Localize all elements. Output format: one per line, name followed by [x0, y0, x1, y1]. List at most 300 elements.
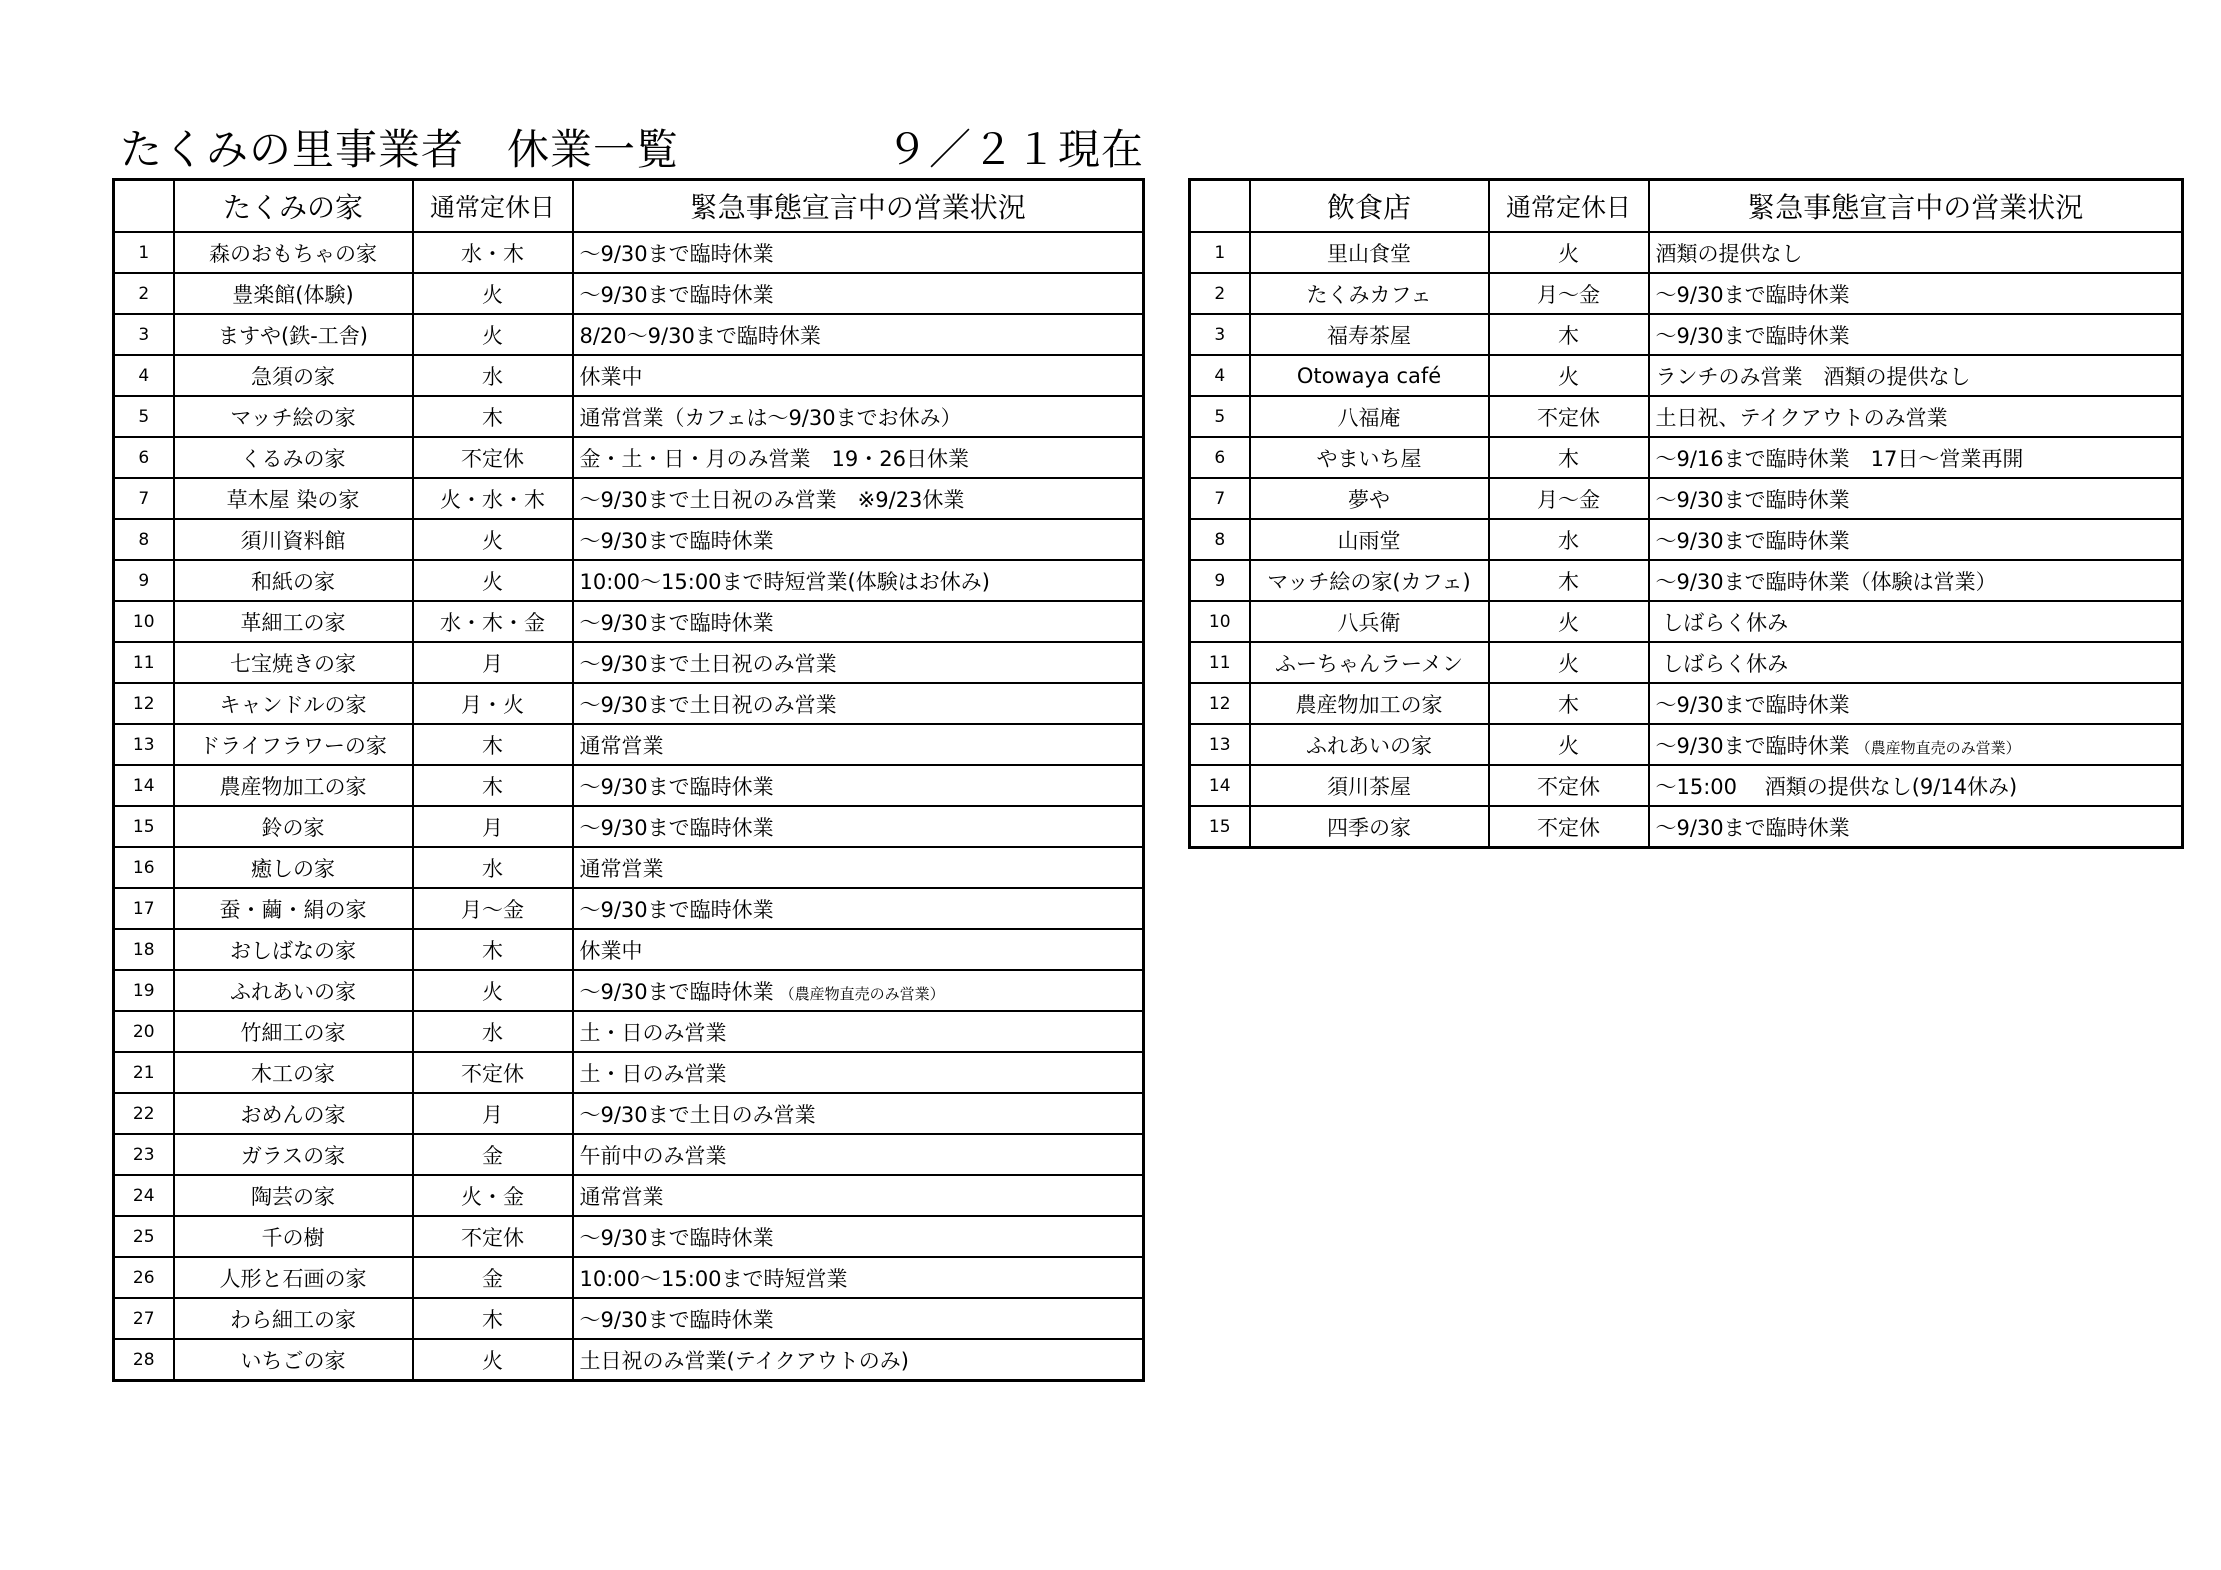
title-row [120, 122, 1180, 178]
regular-holiday [413, 273, 573, 314]
business-status [1649, 396, 2183, 437]
regular-holiday-text: 不定休 [461, 446, 524, 471]
table-row [114, 888, 1144, 929]
business-status [573, 1093, 1144, 1134]
business-status [1649, 314, 2183, 355]
row-number [1190, 806, 1250, 848]
business-status-text: 土・日のみ営業 [579, 1020, 727, 1045]
table-row [1190, 396, 2183, 437]
regular-holiday-text: 月・火 [461, 692, 524, 717]
table-row [114, 929, 1144, 970]
regular-holiday [413, 888, 573, 929]
row-number-text: 12 [132, 693, 155, 714]
business-status-text: しばらく休み [1655, 651, 1789, 676]
regular-holiday [413, 232, 573, 273]
business-name [174, 888, 413, 929]
table-row [114, 355, 1144, 396]
status-note: （農産物直売のみ営業） [779, 984, 945, 1003]
business-status [573, 1257, 1144, 1298]
row-number [114, 724, 174, 765]
business-name [174, 970, 413, 1011]
business-status [1649, 478, 2183, 519]
table-row [114, 806, 1144, 847]
table-row [114, 683, 1144, 724]
business-name-text: 福寿茶屋 [1327, 323, 1411, 348]
regular-holiday [1489, 683, 1649, 724]
business-name [174, 355, 413, 396]
row-number [114, 970, 174, 1011]
business-name [1250, 765, 1489, 806]
business-status [573, 601, 1144, 642]
business-status-text: ～9/30まで土日のみ営業 [579, 1102, 816, 1127]
row-number [114, 1052, 174, 1093]
regular-holiday-text: 不定休 [1537, 405, 1600, 430]
business-name [174, 232, 413, 273]
business-name [1250, 642, 1489, 683]
table-row [114, 437, 1144, 478]
business-status-text: ～9/30まで臨時休業 [579, 1307, 774, 1332]
regular-holiday [1489, 560, 1649, 601]
business-name-text: 夢や [1348, 487, 1390, 512]
table-row [1190, 560, 2183, 601]
business-name [174, 437, 413, 478]
business-name [174, 396, 413, 437]
table-row [1190, 519, 2183, 560]
regular-holiday-text: 水・木 [461, 241, 524, 266]
row-number-text: 14 [132, 775, 155, 796]
row-number-text: 3 [138, 324, 150, 345]
business-status [573, 314, 1144, 355]
table-row [114, 724, 1144, 765]
business-status [1649, 560, 2183, 601]
table-row [114, 1011, 1144, 1052]
row-number-text: 22 [132, 1103, 155, 1124]
business-status [573, 888, 1144, 929]
regular-holiday [1489, 601, 1649, 642]
business-status-text: ～9/30まで土日祝のみ営業 ※9/23休業 [579, 487, 965, 512]
business-name-text: 農産物加工の家 [1295, 692, 1443, 717]
regular-holiday [1489, 437, 1649, 478]
regular-holiday-text: 火 [1558, 610, 1579, 635]
regular-holiday-text: 水 [482, 856, 503, 881]
business-name-text: ふれあいの家 [230, 979, 356, 1004]
business-name-text: ふーちゃんラーメン [1275, 651, 1463, 676]
table-row [1190, 437, 2183, 478]
regular-holiday-text: 木 [1558, 692, 1579, 717]
row-number [114, 1093, 174, 1134]
business-status [573, 847, 1144, 888]
business-status [1649, 273, 2183, 314]
row-number [114, 273, 174, 314]
table-header-row [1190, 180, 2183, 233]
row-number [1190, 314, 1250, 355]
column-header-business-status: 緊急事態宣言中の営業状況 [1649, 180, 2183, 233]
business-name [174, 1011, 413, 1052]
business-name-text: 八福庵 [1337, 405, 1401, 430]
row-number [1190, 478, 1250, 519]
regular-holiday-text: 月 [482, 815, 503, 840]
table-row [114, 1175, 1144, 1216]
business-name [1250, 724, 1489, 765]
business-name-text: 和紙の家 [251, 569, 335, 594]
regular-holiday-text: 水 [1558, 528, 1579, 553]
column-header-regular-holiday: 通常定休日 [1489, 180, 1649, 233]
regular-holiday [413, 478, 573, 519]
row-number [1190, 765, 1250, 806]
business-status-text: ～9/30まで臨時休業 [1655, 815, 1850, 840]
business-status-text: ～9/30まで臨時休業 [1655, 487, 1850, 512]
business-name-text: 四季の家 [1327, 815, 1411, 840]
row-number [114, 847, 174, 888]
business-status-text: ～9/30まで土日祝のみ営業 [579, 651, 837, 676]
row-number-text: 4 [1214, 365, 1226, 386]
row-number-text: 2 [1214, 283, 1226, 304]
regular-holiday-text: 火 [1558, 364, 1579, 389]
regular-holiday-text: 火・金 [461, 1184, 524, 1209]
business-status [573, 396, 1144, 437]
business-status-text: ～9/30まで臨時休業（体験は営業） [1655, 569, 1997, 594]
row-number [1190, 683, 1250, 724]
regular-holiday-text: 火 [482, 323, 503, 348]
business-status [573, 519, 1144, 560]
business-status-text: 8/20～9/30まで臨時休業 [579, 323, 821, 348]
row-number-text: 8 [1214, 529, 1226, 550]
row-number-text: 7 [138, 488, 150, 509]
business-name [1250, 806, 1489, 848]
business-name [174, 601, 413, 642]
row-number [1190, 396, 1250, 437]
business-status [1649, 765, 2183, 806]
row-number-text: 23 [132, 1144, 155, 1165]
business-status-text: 10:00～15:00まで時短営業 [579, 1266, 848, 1291]
business-name-text: マッチ絵の家(カフェ) [1267, 569, 1471, 594]
business-name [1250, 396, 1489, 437]
row-number-text: 2 [138, 283, 150, 304]
business-status [1649, 601, 2183, 642]
business-status [573, 1175, 1144, 1216]
regular-holiday-text: 火・水・木 [440, 487, 545, 512]
business-name-text: 里山食堂 [1327, 241, 1411, 266]
business-name-text: ふれあいの家 [1306, 733, 1432, 758]
table-row [1190, 273, 2183, 314]
business-name-text: 山雨堂 [1337, 528, 1401, 553]
business-name-text: 革細工の家 [240, 610, 346, 635]
regular-holiday [413, 1298, 573, 1339]
row-number [114, 232, 174, 273]
business-name-text: 草木屋 染の家 [226, 487, 360, 512]
status-note: （農産物直売のみ営業） [1855, 738, 2021, 757]
row-number [114, 1175, 174, 1216]
row-number-text: 12 [1208, 693, 1231, 714]
regular-holiday [413, 765, 573, 806]
business-name [1250, 437, 1489, 478]
business-name [174, 314, 413, 355]
regular-holiday [1489, 642, 1649, 683]
regular-holiday-text: 木 [482, 1307, 503, 1332]
business-status-text: ～9/30まで土日祝のみ営業 [579, 692, 837, 717]
row-number-text: 1 [1214, 242, 1226, 263]
business-status-text: 通常営業 [579, 1184, 664, 1209]
business-status [1649, 724, 2183, 765]
regular-holiday [1489, 232, 1649, 273]
table-row [114, 847, 1144, 888]
business-name [174, 847, 413, 888]
row-number [114, 765, 174, 806]
business-status-text: 10:00～15:00まで時短営業(体験はお休み) [579, 569, 990, 594]
table-row [1190, 642, 2183, 683]
row-number [114, 1011, 174, 1052]
restaurant-table-body [1190, 232, 2183, 848]
table-row [1190, 683, 2183, 724]
business-status [573, 1011, 1144, 1052]
business-status [573, 560, 1144, 601]
regular-holiday-text: 月 [482, 1102, 503, 1127]
table-row [114, 1052, 1144, 1093]
row-number-text: 15 [1208, 816, 1231, 837]
table-row [1190, 478, 2183, 519]
business-name [174, 560, 413, 601]
row-number-text: 17 [132, 898, 155, 919]
row-number-text: 18 [132, 939, 155, 960]
business-status-text: ～9/30まで臨時休業 [579, 610, 774, 635]
row-number-text: 19 [132, 980, 155, 1001]
regular-holiday [1489, 806, 1649, 848]
business-name [174, 1257, 413, 1298]
regular-holiday-text: 火 [482, 569, 503, 594]
regular-holiday-text: 月～金 [1537, 487, 1600, 512]
regular-holiday [413, 519, 573, 560]
business-status-text: ～9/30まで臨時休業 [579, 282, 774, 307]
business-name-text: Otowaya café [1296, 363, 1442, 388]
regular-holiday [1489, 396, 1649, 437]
business-name-text: 豊楽館(体験) [232, 282, 354, 307]
row-number-text: 24 [132, 1185, 155, 1206]
as-of-date: ９／２１現在 [886, 125, 1145, 174]
row-number-text: 13 [1208, 734, 1231, 755]
regular-holiday [413, 1134, 573, 1175]
row-number [114, 437, 174, 478]
row-number-text: 5 [1214, 406, 1226, 427]
row-number [1190, 724, 1250, 765]
business-name-text: 竹細工の家 [240, 1020, 346, 1045]
business-name [174, 724, 413, 765]
business-status-text: ～9/30まで臨時休業 [1655, 733, 1850, 758]
business-name-text: 急須の家 [251, 364, 335, 389]
regular-holiday [413, 642, 573, 683]
regular-holiday-text: 水 [482, 364, 503, 389]
business-status-text: ～9/30まで臨時休業 [1655, 692, 1850, 717]
row-number-text: 10 [1208, 611, 1231, 632]
regular-holiday [413, 929, 573, 970]
business-name-text: 蚕・繭・絹の家 [219, 897, 367, 922]
regular-holiday-text: 木 [482, 938, 503, 963]
column-header-workshop: たくみの家 [174, 180, 413, 233]
row-number [114, 888, 174, 929]
business-name [1250, 683, 1489, 724]
business-name [174, 1216, 413, 1257]
table-row [114, 642, 1144, 683]
regular-holiday [1489, 724, 1649, 765]
business-name [1250, 519, 1489, 560]
business-name [1250, 601, 1489, 642]
table-row [114, 478, 1144, 519]
table-row [114, 1257, 1144, 1298]
business-status [1649, 437, 2183, 478]
business-status-text: ～9/30まで臨時休業 [579, 1225, 774, 1250]
business-status [573, 478, 1144, 519]
regular-holiday-text: 不定休 [461, 1061, 524, 1086]
row-number-text: 7 [1214, 488, 1226, 509]
business-status [573, 1052, 1144, 1093]
business-name [174, 1298, 413, 1339]
business-status-text: 通常営業 [579, 856, 664, 881]
regular-holiday-text: 金 [482, 1143, 503, 1168]
row-number [114, 314, 174, 355]
business-name-text: 森のおもちゃの家 [209, 241, 377, 266]
regular-holiday [413, 396, 573, 437]
business-status [1649, 355, 2183, 396]
business-name-text: 農産物加工の家 [219, 774, 367, 799]
business-status-text: ～9/30まで臨時休業 [579, 528, 774, 553]
regular-holiday [413, 724, 573, 765]
business-status-text: しばらく休み [1655, 610, 1789, 635]
table-row [114, 1093, 1144, 1134]
row-number-text: 6 [138, 447, 150, 468]
regular-holiday [413, 683, 573, 724]
regular-holiday [1489, 765, 1649, 806]
row-number [1190, 560, 1250, 601]
regular-holiday-text: 月～金 [1537, 282, 1600, 307]
business-status-text: 通常営業 [579, 733, 664, 758]
business-name [174, 765, 413, 806]
business-name [174, 642, 413, 683]
workshop-closure-table [112, 178, 1145, 1382]
business-status [1649, 683, 2183, 724]
row-number-text: 14 [1208, 775, 1231, 796]
row-number-text: 11 [132, 652, 155, 673]
regular-holiday-text: 木 [482, 733, 503, 758]
regular-holiday [413, 437, 573, 478]
regular-holiday [413, 1339, 573, 1381]
row-number [114, 601, 174, 642]
business-name [1250, 560, 1489, 601]
row-number [114, 683, 174, 724]
table-row [1190, 355, 2183, 396]
business-status [573, 437, 1144, 478]
business-name-text: 須川資料館 [240, 528, 346, 553]
business-status [573, 970, 1144, 1011]
business-status-text: 通常営業（カフェは～9/30までお休み） [579, 405, 962, 430]
table-header-row [114, 180, 1144, 233]
business-name-text: わら細工の家 [230, 1307, 356, 1332]
regular-holiday [413, 1216, 573, 1257]
business-status [573, 683, 1144, 724]
regular-holiday-text: 木 [482, 405, 503, 430]
business-status [573, 929, 1144, 970]
table-row [114, 1216, 1144, 1257]
business-name-text: 陶芸の家 [251, 1184, 335, 1209]
page-title: たくみの里事業者 休業一覧 [120, 125, 680, 174]
business-status [573, 724, 1144, 765]
row-number [114, 1339, 174, 1381]
table-row [114, 519, 1144, 560]
business-status [573, 1134, 1144, 1175]
row-number-text: 20 [132, 1021, 155, 1042]
table-row [114, 970, 1144, 1011]
business-status-text: ～9/30まで臨時休業 [1655, 528, 1850, 553]
business-name [174, 1339, 413, 1381]
row-number-text: 11 [1208, 652, 1231, 673]
regular-holiday-text: 木 [482, 774, 503, 799]
table-row [114, 396, 1144, 437]
business-status [573, 642, 1144, 683]
row-number-text: 27 [132, 1308, 155, 1329]
row-number-text: 8 [138, 529, 150, 550]
business-name [174, 1093, 413, 1134]
row-number-text: 1 [138, 242, 150, 263]
column-header-number [114, 180, 174, 233]
business-name [174, 929, 413, 970]
regular-holiday [1489, 355, 1649, 396]
table-row [1190, 232, 2183, 273]
table-row [114, 1134, 1144, 1175]
business-status-text: ～9/30まで臨時休業 [579, 897, 774, 922]
regular-holiday-text: 火 [1558, 651, 1579, 676]
row-number-text: 25 [132, 1226, 155, 1247]
regular-holiday-text: 火 [482, 979, 503, 1004]
business-status [573, 355, 1144, 396]
table-row [114, 1339, 1144, 1381]
business-name [174, 273, 413, 314]
business-name-text: 七宝焼きの家 [230, 651, 356, 676]
business-status [1649, 519, 2183, 560]
regular-holiday-text: 月～金 [461, 897, 524, 922]
table-row [1190, 601, 2183, 642]
business-status-text: 土・日のみ営業 [579, 1061, 727, 1086]
restaurant-closure-table [1188, 178, 2184, 849]
business-name-text: いちごの家 [240, 1348, 346, 1373]
business-name-text: 癒しの家 [251, 856, 335, 881]
business-status [573, 273, 1144, 314]
regular-holiday-text: 月 [482, 651, 503, 676]
row-number-text: 15 [132, 816, 155, 837]
business-name-text: マッチ絵の家 [230, 405, 356, 430]
row-number [114, 1216, 174, 1257]
regular-holiday [1489, 519, 1649, 560]
row-number-text: 9 [1214, 570, 1226, 591]
row-number [114, 1298, 174, 1339]
row-number-text: 13 [132, 734, 155, 755]
row-number [114, 478, 174, 519]
business-name-text: おめんの家 [240, 1102, 346, 1127]
regular-holiday-text: 木 [1558, 569, 1579, 594]
business-status-text: 金・土・日・月のみ営業 19・26日休業 [579, 446, 969, 471]
row-number [114, 519, 174, 560]
business-status-text: ～9/30まで臨時休業 [1655, 282, 1850, 307]
table-row [114, 1298, 1144, 1339]
column-header-number [1190, 180, 1250, 233]
regular-holiday-text: 火 [482, 282, 503, 307]
regular-holiday [413, 1175, 573, 1216]
business-name [174, 1134, 413, 1175]
column-header-regular-holiday: 通常定休日 [413, 180, 573, 233]
table-row [114, 601, 1144, 642]
business-status [1649, 232, 2183, 273]
business-status-text: 休業中 [579, 938, 643, 963]
business-status-text: ～9/30まで臨時休業 [579, 815, 774, 840]
regular-holiday [1489, 314, 1649, 355]
column-header-restaurant: 飲食店 [1250, 180, 1489, 233]
